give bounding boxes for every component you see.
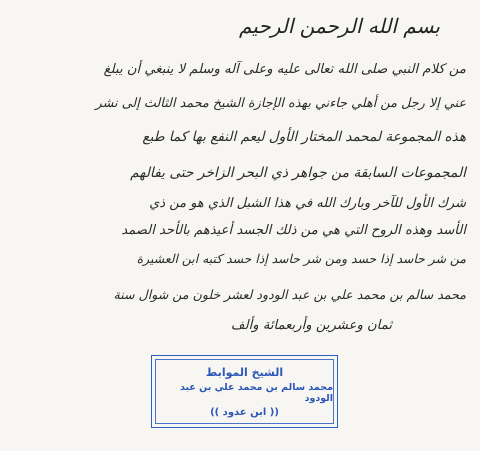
stamp-inner-frame (155, 359, 334, 424)
text-line-2: عني إلا رجل من أهلي جاءني بهذه الإجازة الشيخ محمد الثالث إلى نشر (95, 96, 466, 111)
basmala-heading: بسم الله الرحمن الرحيم (238, 14, 440, 38)
text-line-9: ثمان وعشرين وأربعمائة وألف (230, 318, 392, 333)
text-line-4: المجموعات السابقة من جواهر ذي البحر الزاخر حتى يفالهم (130, 165, 466, 181)
text-line-3: هذه المجموعة لمحمد المختار الأول ليعم النفع بها كما طبع (142, 129, 466, 145)
text-line-8: محمد سالم بن محمد علي بن عبد الودود لعشر خلون من شوال سنة (113, 287, 466, 302)
text-line-6: الأسد وهذه الروح التي هي من ذلك الجسد أعيذهم بالأحد الصمد (121, 223, 466, 238)
author-stamp (151, 355, 338, 428)
stamp-title: الشيخ الموابط (205, 365, 284, 379)
text-line-7: من شر حاسد إذا حسد ومن شر حاسد إذا حسد كتبه ابن العشيرة (136, 251, 466, 266)
text-line-5: شرك الأول للآخر وبارك الله في هذا الشبل الذي هو من ذي (149, 196, 466, 211)
stamp-alias: (( ابن عدود )) (210, 406, 279, 418)
stamp-name: محمد سالم بن محمد علي بن عبد الودود (179, 381, 333, 404)
text-line-1: من كلام النبي صلى الله تعالى عليه وعلى آله وسلم لا ينبغي أن يبلغ (103, 62, 466, 77)
